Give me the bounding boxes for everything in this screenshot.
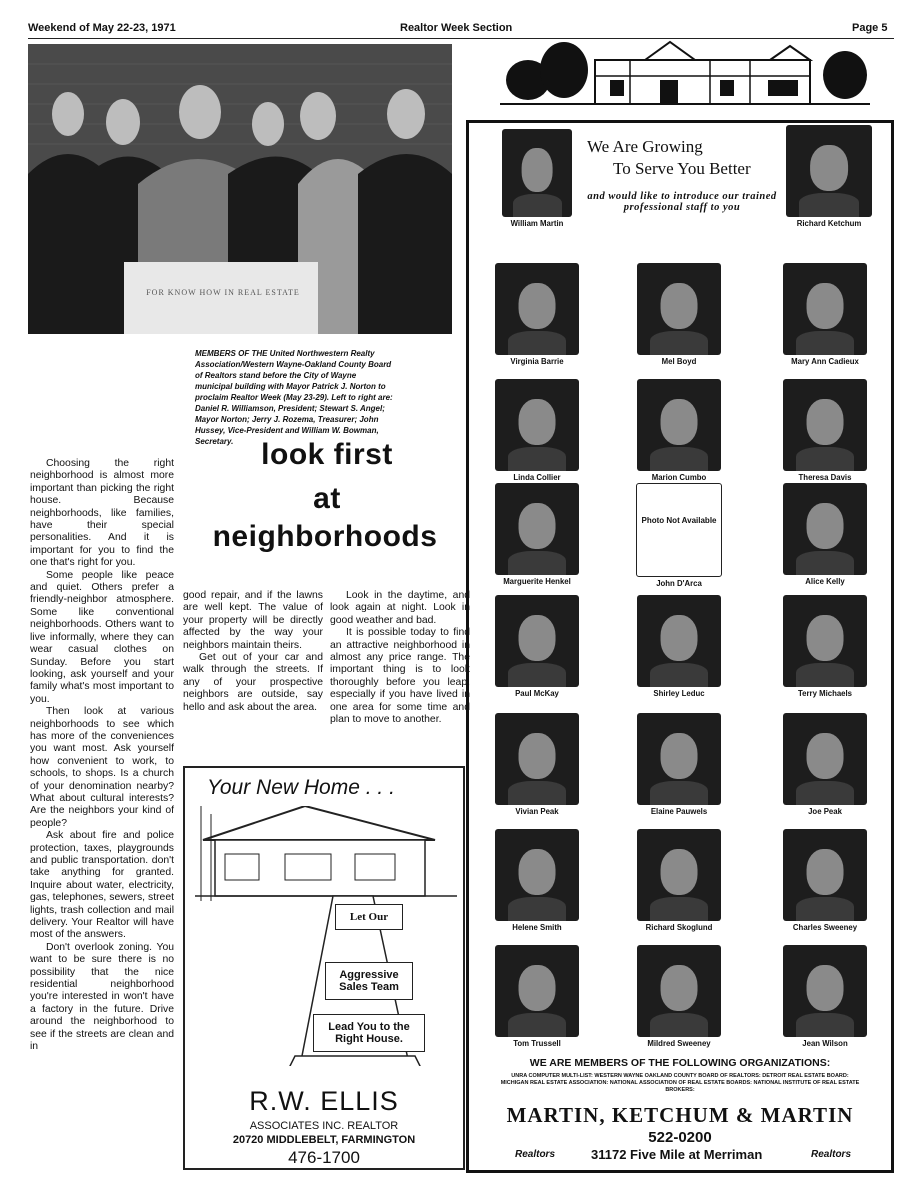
- ellis-box-sales-team: Aggressive Sales Team: [325, 962, 413, 1000]
- photo-not-available: Photo Not Available: [641, 516, 717, 525]
- staff-card: [477, 129, 597, 228]
- staff-name: John D'Arca: [656, 579, 702, 588]
- staff-photo: [495, 829, 579, 921]
- staff-name: Marion Cumbo: [651, 473, 707, 482]
- staff-photo: [783, 263, 867, 355]
- staff-photo: [495, 713, 579, 805]
- staff-name: William Martin: [510, 219, 564, 228]
- staff-name: Tom Trussell: [513, 1039, 561, 1048]
- staff-photo: [783, 595, 867, 687]
- members-title: WE ARE MEMBERS OF THE FOLLOWING ORGANIZATIONS:: [529, 1057, 831, 1069]
- staff-name: Theresa Davis: [798, 473, 852, 482]
- ellis-tagline: Your New Home . . .: [207, 776, 395, 799]
- staff-name: Joe Peak: [808, 807, 842, 816]
- staff-name: Virginia Barrie: [510, 357, 564, 366]
- headline-line3: neighborhoods: [212, 520, 438, 553]
- staff-photo: [637, 263, 721, 355]
- headline-line1: look first: [261, 438, 393, 471]
- group-photo: [28, 44, 452, 334]
- staff-card: [765, 829, 885, 932]
- paragraph: Get out of your car and walk through the streets. If any of your prospective neighbors are outside, say hello and ask about the area.: [183, 652, 323, 713]
- staff-photo: [783, 713, 867, 805]
- staff-photo: [637, 829, 721, 921]
- staff-photo: [637, 945, 721, 1037]
- staff-card: [619, 945, 739, 1048]
- footer-address: 31172 Five Mile at Merriman: [591, 1147, 763, 1162]
- staff-card: [765, 263, 885, 366]
- staff-name: Jean Wilson: [802, 1039, 848, 1048]
- staff-photo: [783, 945, 867, 1037]
- staff-name: Paul McKay: [515, 689, 559, 698]
- sign-text: FOR KNOW HOW IN REAL ESTATE: [146, 288, 300, 297]
- staff-photo: [786, 125, 872, 217]
- paragraph: good repair, and if the lawns are well kept. The value of your property will be directly affected by the way your neighbors maintain theirs.: [183, 590, 323, 651]
- staff-name: Vivian Peak: [515, 807, 559, 816]
- staff-name: Terry Michaels: [797, 689, 853, 698]
- staff-card: [619, 483, 739, 588]
- staff-photo: [502, 129, 572, 217]
- staff-card: [619, 379, 739, 482]
- staff-card: [477, 379, 597, 482]
- headline-line2: at: [313, 482, 341, 515]
- paragraph: Ask about fire and police protection, taxes, playgrounds and public transportation. don't take anything for granted. Inquire about water, electricity, gas, telephones, sewers, street lights, trash collection and mail delivery. Your Realtor will have most of the answers.: [30, 830, 174, 941]
- mkm-title-2: To Serve You Better: [613, 159, 751, 178]
- staff-card: [619, 713, 739, 816]
- staff-name: Marguerite Henkel: [503, 577, 571, 586]
- staff-name: Shirley Leduc: [653, 689, 705, 698]
- ellis-address: 20720 MIDDLEBELT, FARMINGTON: [232, 1134, 416, 1146]
- ellis-advertisement: [183, 766, 465, 1170]
- ellis-phone: 476-1700: [288, 1148, 360, 1167]
- paragraph: Then look at various neighborhoods to see which has more of the conveniences you want most. Ask yourself how convenient to work, to schools, to shops. Is a church of your denomination nearby? What about cultural interests? Are the neighbors your kind of people?: [30, 706, 174, 829]
- paragraph: Don't overlook zoning. You want to be sure there is no possibility that the nice residential neighborhood you're interested in won't have a factory in the future. Drive around the neighborhood to see if the streets are clean and in: [30, 941, 174, 1053]
- staff-name: Helene Smith: [512, 923, 562, 932]
- ellis-name: R.W. ELLIS: [249, 1086, 399, 1116]
- issue-date: Weekend of May 22-23, 1971: [28, 22, 176, 34]
- staff-card: [619, 595, 739, 698]
- staff-photo: [637, 713, 721, 805]
- staff-name: Mildred Sweeney: [647, 1039, 711, 1048]
- staff-card: [477, 945, 597, 1048]
- ellis-subtitle: ASSOCIATES INC. REALTOR: [249, 1120, 399, 1132]
- paragraph: Choosing the right neighborhood is almost more important than picking the right house. Because neighborhoods, like families, have their special personalities. And it is important for you to find the one that's right for you.: [30, 458, 174, 569]
- footer-realtors-left: Realtors: [515, 1149, 556, 1160]
- article-column-1: [30, 458, 174, 1054]
- staff-card: [765, 379, 885, 482]
- members-list: UNRA COMPUTER MULTI-LIST: WESTERN WAYNE OAKLAND COUNTY BOARD OF REALTORS: DETROIT REAL ESTATE BOARD: MICHIGAN REAL ESTATE ASSOCIATION: NATIONAL ASSOCIATION OF REAL ESTATE BOARDS: NATIONAL INSTITUTE OF REAL ESTATE BROKERS:: [500, 1073, 860, 1093]
- paragraph: It is possible today to find an attractive neighborhood in almost any price range. The important thing is to look thoroughly before you leap, especially if you have lived in one area for some time and plan to move to another.: [330, 627, 470, 726]
- staff-card: [477, 483, 597, 586]
- staff-card: [765, 713, 885, 816]
- footer-realtors-right: Realtors: [811, 1149, 852, 1160]
- staff-name: Mary Ann Cadieux: [791, 357, 859, 366]
- article-column-2: [183, 590, 323, 714]
- staff-photo: [495, 945, 579, 1037]
- staff-name: Richard Ketchum: [796, 219, 862, 228]
- photo-caption: MEMBERS OF THE United Northwestern Realty Association/Western Wayne-Oakland County Board of Realtors stand before the City of Wayne municipal building with Mayor Patrick J. Norton to proclaim Realtor Week (May 23-29). Left to right are: Daniel R. Williamson, President; Stewart S. Angel; Mayor Norton; Jerry J. Rozema, Treasurer; John Hussey, Vice-President and William W. Bowman, Secretary.: [195, 349, 393, 446]
- staff-name: Elaine Pauwels: [650, 807, 708, 816]
- mkm-advertisement: [466, 120, 894, 1173]
- staff-card: [619, 263, 739, 366]
- staff-card: [619, 829, 739, 932]
- ellis-box-right-house: Lead You to the Right House.: [313, 1014, 425, 1052]
- section-title: Realtor Week Section: [400, 22, 513, 34]
- paragraph: Look in the daytime, and look again at night. Look in good weather and bad.: [330, 590, 470, 626]
- staff-card: [765, 483, 885, 586]
- staff-photo: [637, 595, 721, 687]
- staff-card: [477, 829, 597, 932]
- ellis-box-let-our: Let Our: [335, 904, 403, 930]
- staff-photo: [495, 483, 579, 575]
- staff-photo: [495, 263, 579, 355]
- staff-name: Alice Kelly: [805, 577, 845, 586]
- staff-name: Charles Sweeney: [792, 923, 858, 932]
- staff-photo: [783, 829, 867, 921]
- staff-card: [765, 945, 885, 1048]
- staff-photo: [637, 379, 721, 471]
- tudor-house-illustration: [500, 40, 870, 106]
- header-rule: [28, 38, 894, 39]
- staff-photo: [636, 483, 722, 577]
- staff-name: Richard Skoglund: [645, 923, 713, 932]
- paragraph: Some people like peace and quiet. Others prefer a friendly-neighbor atmosphere. Some like conventional neighborhoods. Others want to live informally, where they can wear casual clothes on Sunday. Before you start looking, ask yourself and your family what's most important to you.: [30, 569, 174, 705]
- article-column-3: [330, 590, 470, 726]
- firm-name: MARTIN, KETCHUM & MARTIN: [506, 1103, 854, 1127]
- page-number: Page 5: [852, 22, 888, 34]
- staff-name: Linda Collier: [513, 473, 561, 482]
- mkm-title-1: We Are Growing: [587, 137, 703, 156]
- staff-card: [477, 595, 597, 698]
- staff-card: [765, 595, 885, 698]
- mkm-intro: and would like to introduce our trained professional staff to you: [587, 191, 777, 213]
- staff-photo: [495, 595, 579, 687]
- firm-phone: 522-0200: [648, 1129, 712, 1146]
- staff-photo: [495, 379, 579, 471]
- staff-card: [477, 263, 597, 366]
- staff-card: [477, 713, 597, 816]
- staff-name: Mel Boyd: [661, 357, 697, 366]
- staff-photo: [783, 483, 867, 575]
- staff-photo: [783, 379, 867, 471]
